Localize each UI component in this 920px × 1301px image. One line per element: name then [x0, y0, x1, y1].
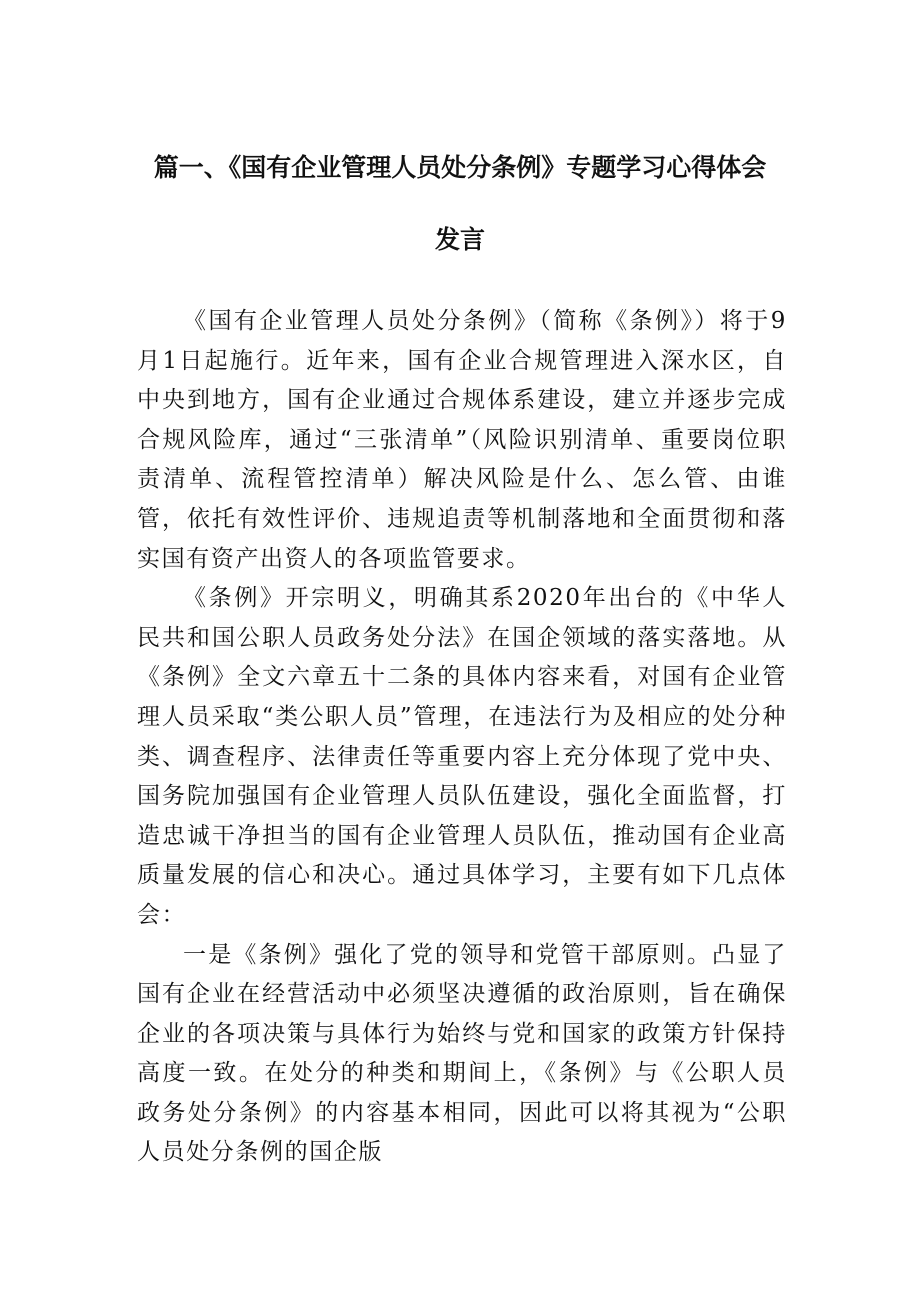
- paragraph: 一是《条例》强化了党的领导和党管干部原则。凸显了国有企业在经营活动中必须坚决遵循的政治原则，旨在确保企业的各项决策与具体行为始终与党和国家的政策方针保持高度一致。在处分的种类和期间上，《条例》与《公职人员政务处分条例》的内容基本相同，因此可以将其视为“公职人员处分条例的国企版: [137, 941, 787, 1166]
- document-body: [137, 302, 787, 1173]
- document-title-continued: 发言: [434, 225, 485, 254]
- paragraph: 《国有企业管理人员处分条例》（简称《条例》）将于9月1日起施行。近年来，国有企业合规管理进入深水区，自中央到地方，国有企业通过合规体系建设，建立并逐步完成合规风险库，通过“三张清单”（风险识别清单、重要岗位职责清单、流程管控清单）解决风险是什么、怎么管、由谁管，依托有效性评价、违规追责等机制落地和全面贯彻和落实国有资产出资人的各项监管要求。: [137, 308, 787, 572]
- paragraph: 《条例》开宗明义，明确其系2020年出台的《中华人民共和国公职人员政务处分法》在国企领域的落实落地。从《条例》全文六章五十二条的具体内容来看，对国有企业管理人员采取“类公职人员”管理，在违法行为及相应的处分种类、调查程序、法律责任等重要内容上充分体现了党中央、国务院加强国有企业管理人员队伍建设，强化全面监督，打造忠诚干净担当的国有企业管理人员队伍，推动国有企业高质量发展的信心和决心。通过具体学习，主要有如下几点体会：: [137, 585, 787, 928]
- document-title: 篇一、《国有企业管理人员处分条例》专题学习心得体会: [153, 153, 767, 182]
